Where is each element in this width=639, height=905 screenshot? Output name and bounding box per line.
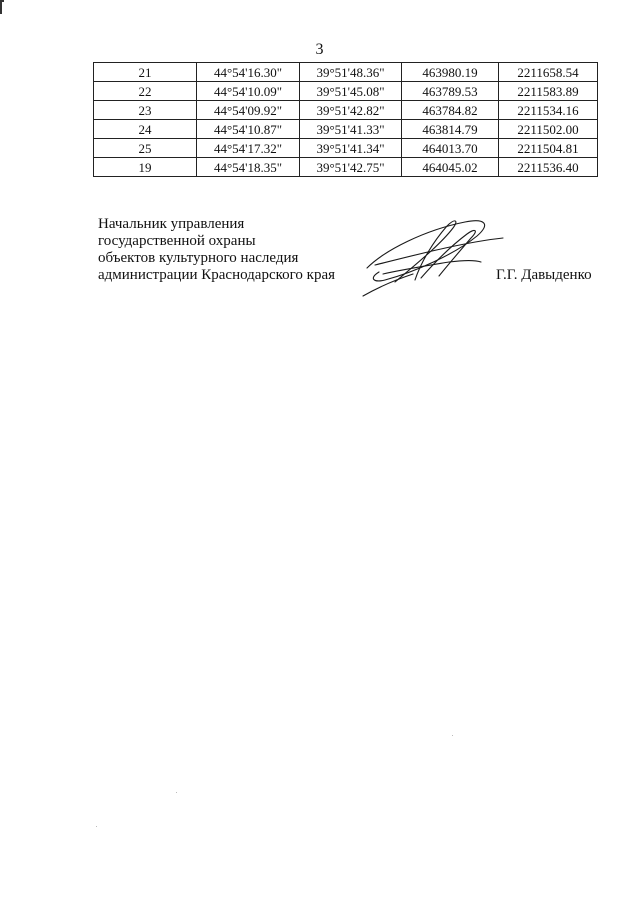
scan-corner-mark	[0, 0, 4, 14]
point-number-cell: 21	[94, 63, 197, 82]
x-coordinate-cell: 464013.70	[402, 139, 499, 158]
page-number: 3	[315, 41, 324, 58]
table-row	[94, 139, 598, 158]
signatory-title-line: государственной охраны	[98, 233, 256, 249]
signatory-title-line: администрации Краснодарского края	[98, 267, 336, 283]
latitude-cell: 44°54'09.92"	[197, 101, 300, 120]
scan-speck	[176, 792, 177, 793]
y-coordinate-cell: 2211534.16	[499, 101, 598, 120]
longitude-cell: 39°51'42.75"	[300, 158, 402, 177]
latitude-cell: 44°54'17.32"	[197, 139, 300, 158]
longitude-cell: 39°51'45.08"	[300, 82, 402, 101]
x-coordinate-cell: 463789.53	[402, 82, 499, 101]
table-row	[94, 82, 598, 101]
latitude-cell: 44°54'10.09"	[197, 82, 300, 101]
table-row	[94, 101, 598, 120]
x-coordinate-cell: 463814.79	[402, 120, 499, 139]
signatory-title-line: Начальник управления	[98, 216, 245, 232]
latitude-cell: 44°54'16.30"	[197, 63, 300, 82]
scan-speck	[96, 826, 97, 827]
table-row	[94, 63, 598, 82]
latitude-cell: 44°54'18.35"	[197, 158, 300, 177]
y-coordinate-cell: 2211583.89	[499, 82, 598, 101]
point-number-cell: 24	[94, 120, 197, 139]
coordinates-table	[93, 62, 598, 177]
point-number-cell: 19	[94, 158, 197, 177]
point-number-cell: 23	[94, 101, 197, 120]
x-coordinate-cell: 464045.02	[402, 158, 499, 177]
point-number-cell: 22	[94, 82, 197, 101]
y-coordinate-cell: 2211504.81	[499, 139, 598, 158]
handwritten-signature	[355, 210, 515, 300]
longitude-cell: 39°51'42.82"	[300, 101, 402, 120]
y-coordinate-cell: 2211502.00	[499, 120, 598, 139]
x-coordinate-cell: 463980.19	[402, 63, 499, 82]
table-row	[94, 120, 598, 139]
longitude-cell: 39°51'48.36"	[300, 63, 402, 82]
point-number-cell: 25	[94, 139, 197, 158]
table-row	[94, 158, 598, 177]
longitude-cell: 39°51'41.33"	[300, 120, 402, 139]
signatory-title-line: объектов культурного наследия	[98, 250, 299, 266]
signatory-title	[98, 216, 358, 284]
y-coordinate-cell: 2211658.54	[499, 63, 598, 82]
longitude-cell: 39°51'41.34"	[300, 139, 402, 158]
x-coordinate-cell: 463784.82	[402, 101, 499, 120]
signatory-name: Г.Г. Давыденко	[496, 267, 592, 283]
latitude-cell: 44°54'10.87"	[197, 120, 300, 139]
scan-speck	[452, 735, 453, 736]
y-coordinate-cell: 2211536.40	[499, 158, 598, 177]
